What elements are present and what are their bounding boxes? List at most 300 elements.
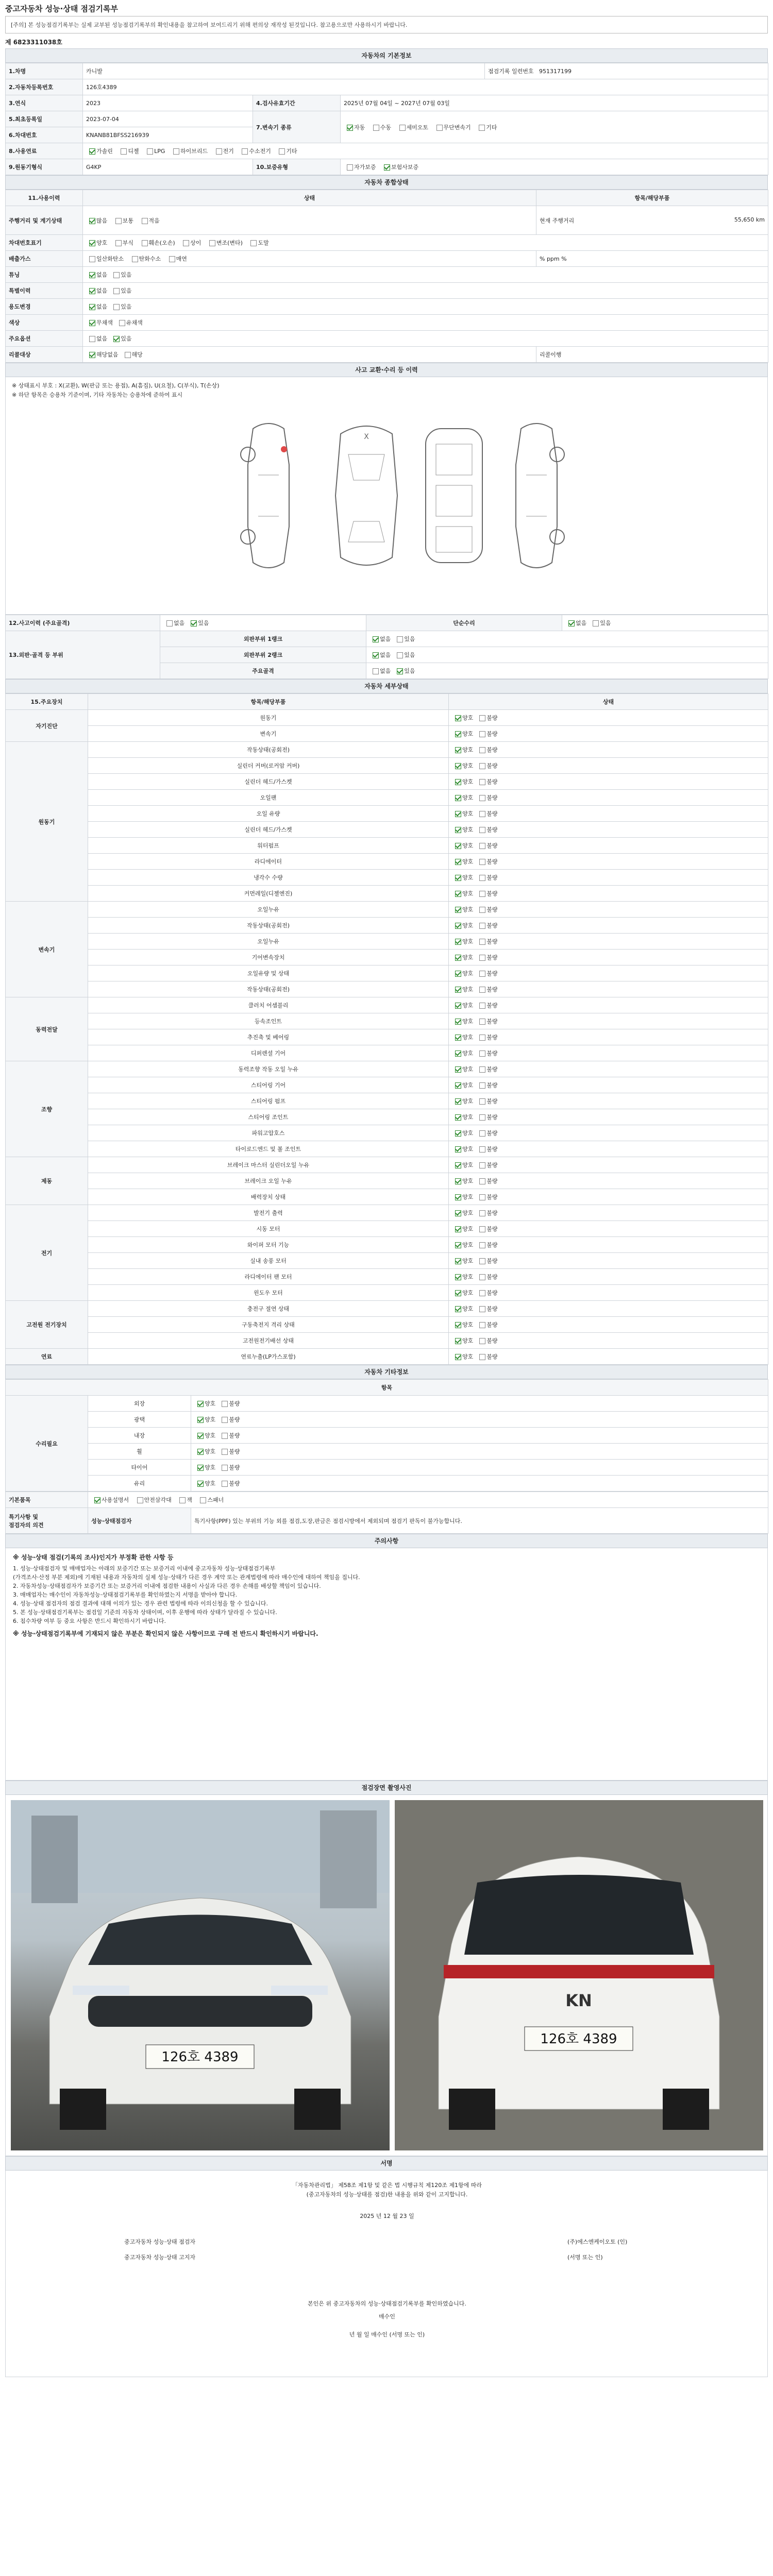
details-group-label: 고전원 전기장치 xyxy=(6,1301,88,1349)
details-row xyxy=(6,822,768,838)
opt-chromatic: 유채색 xyxy=(126,319,143,326)
checkbox-bad[interactable] xyxy=(479,1338,485,1344)
checkbox-good[interactable] xyxy=(455,987,461,993)
details-item-label: 작동상태(공회전) xyxy=(88,918,449,934)
opt-bad: 불량 xyxy=(486,810,498,817)
checkbox-co[interactable] xyxy=(89,256,95,262)
opt-bad: 불량 xyxy=(486,1034,498,1041)
checkbox-good[interactable] xyxy=(455,1306,461,1312)
checkbox-rank1-no[interactable] xyxy=(373,636,379,642)
details-item-state xyxy=(449,902,768,918)
checkbox-diesel[interactable] xyxy=(121,148,127,155)
checkbox-jack[interactable] xyxy=(179,1497,186,1503)
status-vin-opts xyxy=(83,235,768,251)
checkbox-good[interactable] xyxy=(455,1114,461,1121)
checkbox-good[interactable] xyxy=(455,1050,461,1057)
checkbox-good[interactable] xyxy=(455,1003,461,1009)
status-mileage-opts xyxy=(83,206,536,235)
checkbox-fuel-etc[interactable] xyxy=(279,148,285,155)
checkbox-bad[interactable] xyxy=(479,1306,485,1312)
details-item-label: 오일누유 xyxy=(88,934,449,950)
opt-use-yes: 있음 xyxy=(121,303,132,310)
checkbox-special-yes[interactable] xyxy=(113,288,120,294)
checkbox-etc[interactable] xyxy=(479,125,485,131)
checkbox-frame-yes[interactable] xyxy=(397,668,403,674)
checkbox-bad[interactable] xyxy=(479,1146,485,1153)
label-engine-type: 9.원동기형식 xyxy=(6,159,83,175)
checkbox-good[interactable] xyxy=(455,843,461,849)
checkbox-gasoline[interactable] xyxy=(89,148,95,155)
opt-rank1-no: 없음 xyxy=(380,636,391,642)
checkbox-bad[interactable] xyxy=(479,1354,485,1360)
details-item-state xyxy=(449,1045,768,1061)
checkbox-bad[interactable] xyxy=(479,1050,485,1057)
checkbox-good[interactable] xyxy=(455,1146,461,1153)
other-item-state xyxy=(191,1396,768,1412)
details-item-state xyxy=(449,1349,768,1365)
checkbox-repair[interactable] xyxy=(222,1465,228,1471)
opt-bad: 불량 xyxy=(486,762,498,769)
opt-bad: 불량 xyxy=(486,1002,498,1009)
checkbox-mileage-many[interactable] xyxy=(89,218,95,224)
accident-label: 12.사고이력 (주요골격) xyxy=(6,615,160,631)
details-item-label: 작동상태(공회전) xyxy=(88,742,449,758)
label-warranty: 10.보증유형 xyxy=(253,159,341,175)
opt-good: 양호 xyxy=(462,1050,474,1057)
checkbox-no-repair[interactable] xyxy=(197,1465,204,1471)
checkbox-good[interactable] xyxy=(455,1178,461,1184)
checkbox-bad[interactable] xyxy=(479,1019,485,1025)
opt-frame-yes: 있음 xyxy=(404,668,415,674)
other-repair-label: 수리필요 xyxy=(6,1396,88,1492)
details-row xyxy=(6,1221,768,1237)
rank-2-opts xyxy=(366,647,768,663)
details-row xyxy=(6,1109,768,1125)
checkbox-good[interactable] xyxy=(455,1290,461,1296)
checkbox-bad[interactable] xyxy=(479,1098,485,1105)
photos-panel xyxy=(5,1795,768,2156)
checkbox-good[interactable] xyxy=(455,939,461,945)
details-item-state xyxy=(449,838,768,854)
opt-good: 양호 xyxy=(462,1321,474,1328)
details-item-state xyxy=(449,1301,768,1317)
checkbox-insurance-warranty[interactable] xyxy=(384,164,390,171)
opt-bad: 불량 xyxy=(486,842,498,849)
cert-number-label: 제 6823311038호 xyxy=(5,39,62,46)
section-accident-history: 사고 교환·수리 등 이력 xyxy=(5,363,768,377)
details-row xyxy=(6,997,768,1013)
car-diagram-panel xyxy=(5,377,768,615)
details-row xyxy=(6,1013,768,1029)
checkbox-good[interactable] xyxy=(455,811,461,817)
checkbox-bad[interactable] xyxy=(479,1290,485,1296)
details-item-label: 구동축전지 격리 상태 xyxy=(88,1317,449,1333)
checkbox-accident-yes[interactable] xyxy=(191,620,197,626)
checkbox-bad[interactable] xyxy=(479,955,485,961)
checkbox-good[interactable] xyxy=(455,955,461,961)
checkbox-bad[interactable] xyxy=(479,1322,485,1328)
details-item-state xyxy=(449,934,768,950)
checkbox-bad[interactable] xyxy=(479,1003,485,1009)
fuel-options xyxy=(83,143,768,159)
checkbox-good[interactable] xyxy=(455,875,461,881)
checkbox-bad[interactable] xyxy=(479,1210,485,1216)
checkbox-no-repair[interactable] xyxy=(197,1481,204,1487)
details-item-label: 추진축 및 베어링 xyxy=(88,1029,449,1045)
checkbox-good[interactable] xyxy=(455,715,461,721)
status-label-special: 특별이력 xyxy=(6,283,83,299)
checkbox-good[interactable] xyxy=(455,1322,461,1328)
details-item-label: 라디에이터 xyxy=(88,854,449,870)
checkbox-repair[interactable] xyxy=(222,1401,228,1407)
checkbox-good[interactable] xyxy=(455,747,461,753)
checkbox-good[interactable] xyxy=(455,1082,461,1089)
checkbox-hc[interactable] xyxy=(132,256,138,262)
checkbox-bad[interactable] xyxy=(479,859,485,865)
checkbox-hybrid[interactable] xyxy=(173,148,179,155)
checkbox-bad[interactable] xyxy=(479,907,485,913)
checkbox-options-yes[interactable] xyxy=(113,336,120,342)
checkbox-good[interactable] xyxy=(455,1035,461,1041)
details-item-state xyxy=(449,726,768,742)
details-row xyxy=(6,1061,768,1077)
other-item-label: 내장 xyxy=(88,1428,191,1444)
checkbox-manual-book[interactable] xyxy=(94,1497,100,1503)
opt-semi: 세미오토 xyxy=(406,124,429,131)
car-right-side-icon xyxy=(500,418,573,573)
opt-vin-damage: 훼손(오손) xyxy=(148,240,175,246)
checkbox-good[interactable] xyxy=(455,795,461,801)
checkbox-bad[interactable] xyxy=(479,1130,485,1137)
status-label-mileage: 주행거리 및 계기상태 xyxy=(6,206,83,235)
rank-1-label: 외판부위 1랭크 xyxy=(160,631,366,647)
checkbox-good[interactable] xyxy=(455,891,461,897)
checkbox-bad[interactable] xyxy=(479,779,485,785)
checkbox-bad[interactable] xyxy=(479,1226,485,1232)
checkbox-bad[interactable] xyxy=(479,1082,485,1089)
details-item-state xyxy=(449,981,768,997)
checkbox-vin-rust[interactable] xyxy=(115,240,122,246)
buyer-sign: 년 월 일 매수인 (서명 또는 인) xyxy=(349,2331,425,2338)
checkbox-bad[interactable] xyxy=(479,939,485,945)
other-row xyxy=(6,1444,768,1460)
signature-line-1: 「자동차관리법」 제58조 제1항 및 같은 법 시행규칙 제120조 제1항에 따라 xyxy=(292,2182,482,2189)
other-item-label: 휠 xyxy=(88,1444,191,1460)
details-row xyxy=(6,1077,768,1093)
signature-panel xyxy=(5,2171,768,2377)
status-recall-note: 리콜이행 xyxy=(536,347,768,363)
opt-bad: 불량 xyxy=(486,1130,498,1137)
details-row xyxy=(6,742,768,758)
opt-auto: 자동 xyxy=(354,124,365,131)
details-item-label: 원동기 xyxy=(88,710,449,726)
cert-serial-label: 점검기록 일련번호 xyxy=(488,68,534,75)
checkbox-bad[interactable] xyxy=(479,1194,485,1200)
checkbox-bad[interactable] xyxy=(479,1258,485,1264)
value-year: 2023 xyxy=(83,95,253,111)
details-row xyxy=(6,1205,768,1221)
checkbox-no-repair[interactable] xyxy=(197,1401,204,1407)
checkbox-good[interactable] xyxy=(455,731,461,737)
checkbox-good[interactable] xyxy=(455,1338,461,1344)
checkbox-electric[interactable] xyxy=(216,148,222,155)
checkbox-chromatic[interactable] xyxy=(119,320,125,326)
other-item-state xyxy=(191,1476,768,1492)
checkbox-bad[interactable] xyxy=(479,1066,485,1073)
notes-line: 2. 자동차성능·상태점검자가 보증기간 또는 보증거리 이내에 점검한 내용이 사실과 다른 경우 손해를 배상할 책임이 있습니다. xyxy=(13,1583,321,1589)
checkbox-good[interactable] xyxy=(455,763,461,769)
checkbox-bad[interactable] xyxy=(479,731,485,737)
details-row xyxy=(6,806,768,822)
opt-good: 양호 xyxy=(205,1432,216,1439)
section-overall-status: 자동차 종합상태 xyxy=(5,175,768,190)
checkbox-smoke[interactable] xyxy=(169,256,175,262)
details-item-label: 스티어링 조인트 xyxy=(88,1109,449,1125)
mileage-value: 55,650 km xyxy=(734,216,765,223)
details-item-label: 고전원전기배선 상태 xyxy=(88,1333,449,1349)
checkbox-bad[interactable] xyxy=(479,763,485,769)
details-row xyxy=(6,774,768,790)
details-item-state xyxy=(449,1285,768,1301)
details-row xyxy=(6,758,768,774)
checkbox-bad[interactable] xyxy=(479,1035,485,1041)
checkbox-bad[interactable] xyxy=(479,1274,485,1280)
checkbox-good[interactable] xyxy=(455,1066,461,1073)
checkbox-rank2-no[interactable] xyxy=(373,652,379,658)
opt-diesel: 디젤 xyxy=(128,148,139,155)
checkbox-good[interactable] xyxy=(455,1194,461,1200)
details-item-label: 윈도우 모터 xyxy=(88,1285,449,1301)
details-group-label: 원동기 xyxy=(6,742,88,902)
opt-good: 양호 xyxy=(462,1306,474,1312)
opt-good: 양호 xyxy=(462,762,474,769)
checkbox-good[interactable] xyxy=(455,1354,461,1360)
opt-good: 양호 xyxy=(462,1018,474,1025)
checkbox-vin-good[interactable] xyxy=(89,240,95,246)
checker-opinion: 특기사항(PPF) 있는 부위의 기능 외를 점검,도장,판금은 점검시방에서 제외되며 점검기 판독이 불가능합니다. xyxy=(191,1508,768,1534)
checkbox-use-yes[interactable] xyxy=(113,304,120,310)
checkbox-special-no[interactable] xyxy=(89,288,95,294)
details-item-state xyxy=(449,1237,768,1253)
checkbox-good[interactable] xyxy=(455,1210,461,1216)
opt-good: 양호 xyxy=(462,1114,474,1121)
cert-number xyxy=(0,33,773,48)
opt-mileage-many: 많음 xyxy=(96,217,108,224)
section-detailed-status: 자동차 세부상태 xyxy=(5,679,768,693)
checkbox-vin-damage[interactable] xyxy=(142,240,148,246)
checkbox-good[interactable] xyxy=(455,779,461,785)
checkbox-semi[interactable] xyxy=(399,125,406,131)
checkbox-bad[interactable] xyxy=(479,971,485,977)
section-notes: 주의사항 xyxy=(5,1534,768,1548)
opt-bad: 불량 xyxy=(486,1353,498,1360)
checkbox-bad[interactable] xyxy=(479,923,485,929)
other-row xyxy=(6,1396,768,1412)
opt-manual: 수동 xyxy=(380,124,392,131)
checkbox-bad[interactable] xyxy=(479,843,485,849)
checkbox-no-repair[interactable] xyxy=(197,1449,204,1455)
checkbox-vin-diff[interactable] xyxy=(183,240,189,246)
status-color-opts xyxy=(83,315,768,331)
checker-opinion-sub: 성능·상태점검자 xyxy=(88,1508,191,1534)
checkbox-repair-no[interactable] xyxy=(568,620,575,626)
details-item-label: 스티어링 펌프 xyxy=(88,1093,449,1109)
checkbox-rank2-yes[interactable] xyxy=(397,652,403,658)
label-plate: 2.자동차등록번호 xyxy=(6,79,83,95)
details-group-label: 자기진단 xyxy=(6,710,88,742)
signature-line-2: (중고자동차의 성능·상태를 점검)한 내용을 위와 같이 고지합니다. xyxy=(306,2191,468,2198)
seller-label: 중고자동차 성능·상태 고지자 xyxy=(124,2254,196,2261)
checkbox-good[interactable] xyxy=(455,1162,461,1168)
checkbox-bad[interactable] xyxy=(479,811,485,817)
checkbox-lpg[interactable] xyxy=(147,148,153,155)
checkbox-good[interactable] xyxy=(455,827,461,833)
notes-line: 5. 본 성능·상태점검기록부는 점검일 기준의 자동차 상태이며, 이후 운행에 따라 상태가 달라질 수 있습니다. xyxy=(13,1609,277,1616)
checkbox-no-repair[interactable] xyxy=(197,1417,204,1423)
checkbox-bad[interactable] xyxy=(479,1242,485,1248)
opt-good: 양호 xyxy=(462,1178,474,1184)
checkbox-good[interactable] xyxy=(455,1274,461,1280)
status-label-emission: 배출가스 xyxy=(6,251,83,267)
opt-good: 양호 xyxy=(462,906,474,913)
details-row xyxy=(6,934,768,950)
opt-bad: 불량 xyxy=(486,1066,498,1073)
details-item-label: 배력장치 상태 xyxy=(88,1189,449,1205)
opt-use-no: 없음 xyxy=(96,303,108,310)
opt-good: 양호 xyxy=(462,1210,474,1216)
checkbox-good[interactable] xyxy=(455,971,461,977)
checkbox-bad[interactable] xyxy=(479,1178,485,1184)
details-item-state xyxy=(449,1253,768,1269)
details-row xyxy=(6,1237,768,1253)
checkbox-good[interactable] xyxy=(455,1242,461,1248)
rank-2-label: 외판부위 2랭크 xyxy=(160,647,366,663)
opt-bad: 불량 xyxy=(486,1114,498,1121)
checkbox-repair[interactable] xyxy=(222,1449,228,1455)
details-group-label: 동력전달 xyxy=(6,997,88,1061)
checkbox-good[interactable] xyxy=(455,1019,461,1025)
checkbox-auto[interactable] xyxy=(347,125,353,131)
checkbox-use-no[interactable] xyxy=(89,304,95,310)
opt-bad: 불량 xyxy=(486,1258,498,1264)
transmission-options xyxy=(341,111,768,143)
notes-line: 1. 성능·상태점검자 및 매매업자는 아래의 보증기간 또는 보증거리 이내에 중고자동차 성능·상태점검기록부 xyxy=(13,1565,276,1572)
label-first-reg: 5.최초등록일 xyxy=(6,111,83,127)
checkbox-manual[interactable] xyxy=(373,125,379,131)
opt-hybrid: 하이브리드 xyxy=(180,148,208,155)
details-row xyxy=(6,710,768,726)
opt-bad: 불량 xyxy=(486,1242,498,1248)
checkbox-bad[interactable] xyxy=(479,715,485,721)
details-item-state xyxy=(449,1141,768,1157)
checkbox-mileage-few[interactable] xyxy=(142,218,148,224)
status-label-use-change: 용도변경 xyxy=(6,299,83,315)
details-item-label: 디퍼렌셜 기어 xyxy=(88,1045,449,1061)
checkbox-cvt[interactable] xyxy=(436,125,443,131)
checkbox-frame-no[interactable] xyxy=(373,668,379,674)
front-car-image xyxy=(11,1800,390,2150)
checkbox-tuning-yes[interactable] xyxy=(113,272,120,278)
opt-good: 양호 xyxy=(462,1146,474,1153)
checkbox-self-warranty[interactable] xyxy=(347,164,353,171)
details-item-label: 브레이크 마스터 실린더오일 누유 xyxy=(88,1157,449,1173)
checkbox-hydrogen[interactable] xyxy=(242,148,248,155)
opt-good: 양호 xyxy=(462,842,474,849)
checkbox-tuning-no[interactable] xyxy=(89,272,95,278)
status-special-opts xyxy=(83,283,768,299)
details-item-state xyxy=(449,1157,768,1173)
checkbox-vin-paint[interactable] xyxy=(250,240,257,246)
checkbox-achromatic[interactable] xyxy=(89,320,95,326)
checkbox-good[interactable] xyxy=(455,923,461,929)
checkbox-accident-no[interactable] xyxy=(166,620,173,626)
checkbox-spanner[interactable] xyxy=(200,1497,206,1503)
details-item-state xyxy=(449,1093,768,1109)
notes-panel xyxy=(5,1548,768,1781)
checkbox-good[interactable] xyxy=(455,1226,461,1232)
details-row xyxy=(6,1045,768,1061)
checkbox-bad[interactable] xyxy=(479,1162,485,1168)
opt-vin-alter: 변조(변타) xyxy=(216,240,243,246)
checkbox-repair-yes[interactable] xyxy=(593,620,599,626)
opt-frame-no: 없음 xyxy=(380,668,391,674)
checkbox-recall-yes[interactable] xyxy=(125,352,131,358)
checkbox-bad[interactable] xyxy=(479,891,485,897)
front-plate-text: 126호 4389 xyxy=(161,2049,239,2065)
details-row xyxy=(6,1269,768,1285)
checkbox-good[interactable] xyxy=(455,1130,461,1137)
checkbox-good[interactable] xyxy=(455,859,461,865)
checkbox-good[interactable] xyxy=(455,1258,461,1264)
checkbox-vin-alter[interactable] xyxy=(209,240,215,246)
checkbox-repair[interactable] xyxy=(222,1417,228,1423)
checkbox-no-repair[interactable] xyxy=(197,1433,204,1439)
checkbox-bad[interactable] xyxy=(479,875,485,881)
opt-good: 양호 xyxy=(462,874,474,881)
opt-bad: 불량 xyxy=(486,1194,498,1200)
checkbox-bad[interactable] xyxy=(479,747,485,753)
opt-bad: 불량 xyxy=(486,747,498,753)
checkbox-repair[interactable] xyxy=(222,1433,228,1439)
notes-heading: ※ 성능·상태 점검(기록의 조사)인지가 부정확 관한 사항 등 xyxy=(13,1554,174,1561)
checkbox-options-no[interactable] xyxy=(89,336,95,342)
label-vin: 6.차대번호 xyxy=(6,127,83,143)
checkbox-good[interactable] xyxy=(455,907,461,913)
checkbox-bad[interactable] xyxy=(479,1114,485,1121)
checkbox-bad[interactable] xyxy=(479,827,485,833)
checkbox-mileage-normal[interactable] xyxy=(115,218,122,224)
checkbox-repair[interactable] xyxy=(222,1481,228,1487)
checkbox-bad[interactable] xyxy=(479,987,485,993)
opt-achromatic: 무채색 xyxy=(96,319,113,326)
checkbox-triangle[interactable] xyxy=(137,1497,143,1503)
opt-bad: 불량 xyxy=(486,1337,498,1344)
value-car-name: 카니발 xyxy=(83,63,485,79)
label-transmission: 7.변속기 종류 xyxy=(253,111,341,143)
other-table xyxy=(5,1379,768,1492)
details-item-label: 변속기 xyxy=(88,726,449,742)
repair-label: 단순수리 xyxy=(366,615,562,631)
checkbox-bad[interactable] xyxy=(479,795,485,801)
front-photo xyxy=(11,1800,390,2150)
checkbox-good[interactable] xyxy=(455,1098,461,1105)
checkbox-recall-none[interactable] xyxy=(89,352,95,358)
details-item-state xyxy=(449,758,768,774)
checkbox-rank1-yes[interactable] xyxy=(397,636,403,642)
opt-accident-no: 없음 xyxy=(174,620,185,626)
value-first-reg: 2023-07-04 xyxy=(83,111,253,127)
opt-mileage-normal: 보통 xyxy=(122,217,134,224)
